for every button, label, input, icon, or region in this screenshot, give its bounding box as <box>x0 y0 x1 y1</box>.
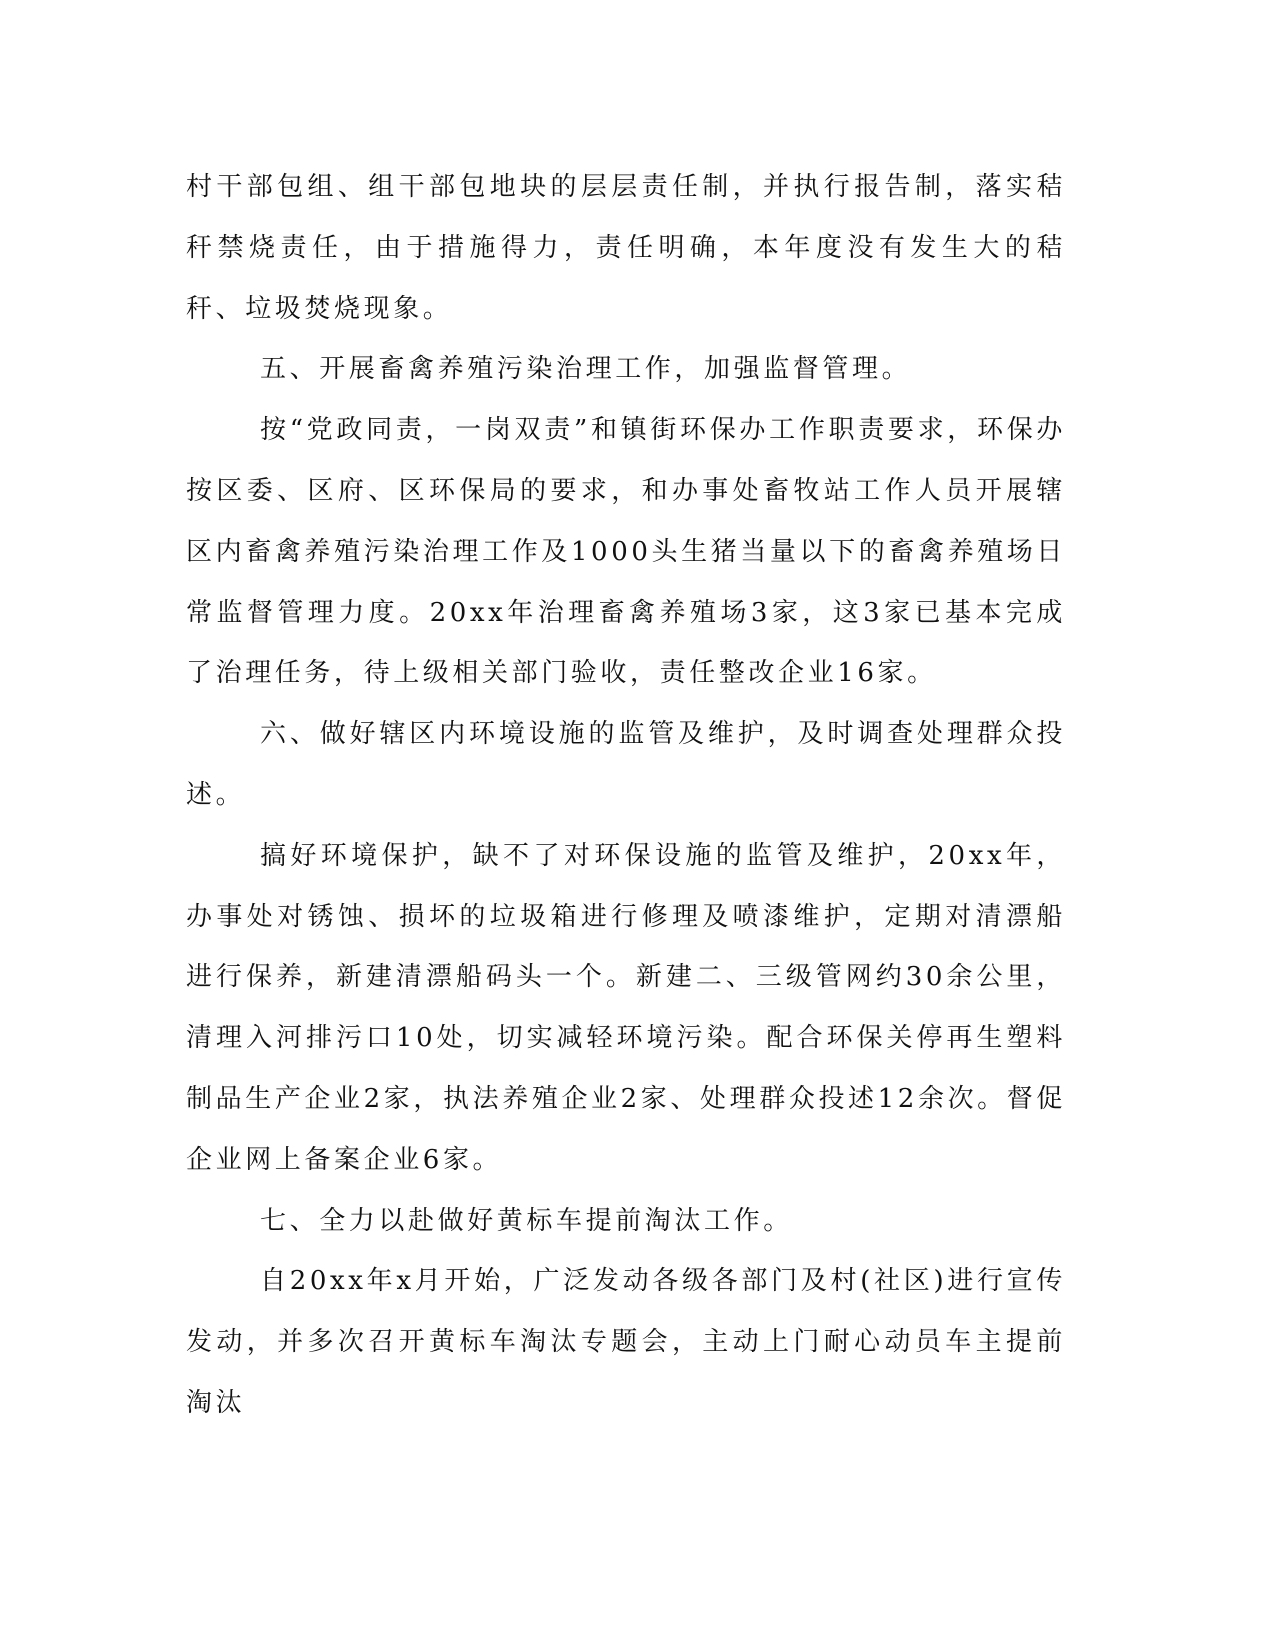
paragraph-yellow-label-vehicles: 自20xx年x月开始，广泛发动各级各部门及村(社区)进行宣传发动，并多次召开黄标车淘汰专题会，主动上门耐心动员车主提前淘汰 <box>186 1266 1066 1418</box>
paragraph-livestock-pollution: 按“党政同责，一岗双责”和镇街环保办工作职责要求，环保办按区委、区府、区环保局的要求，和办事处畜牧站工作人员开展辖区内畜禽养殖污染治理工作及1000头生猪当量以下的畜禽养殖场日常监督管理力度。20xx年治理畜禽养殖场3家，这3家已基本完成了治理任务，待上级相关部门验收，责任整改企业16家。 <box>186 415 1066 689</box>
heading-environment-facilities: 六、做好辖区内环境设施的监管及维护，及时调查处理群众投述。 <box>186 719 1066 810</box>
heading-livestock-pollution: 五、开展畜禽养殖污染治理工作，加强监督管理。 <box>260 354 912 385</box>
document-body <box>186 157 1066 1434</box>
heading-yellow-label-vehicles: 七、全力以赴做好黄标车提前淘汰工作。 <box>260 1205 793 1236</box>
paragraph-straw-burning-responsibility: 村干部包组、组干部包地块的层层责任制，并执行报告制，落实秸秆禁烧责任，由于措施得力，责任明确，本年度没有发生大的秸秆、垃圾焚烧现象。 <box>186 172 1066 324</box>
paragraph-environment-facilities: 搞好环境保护，缺不了对环保设施的监管及维护，20xx年，办事处对锈蚀、损坏的垃圾箱进行修理及喷漆维护，定期对清漂船进行保养，新建清漂船码头一个。新建二、三级管网约30余公里，清理入河排污口10处，切实减轻环境污染。配合环保关停再生塑料制品生产企业2家，执法养殖企业2家、处理群众投述12余次。督促企业网上备案企业6家。 <box>186 840 1066 1175</box>
